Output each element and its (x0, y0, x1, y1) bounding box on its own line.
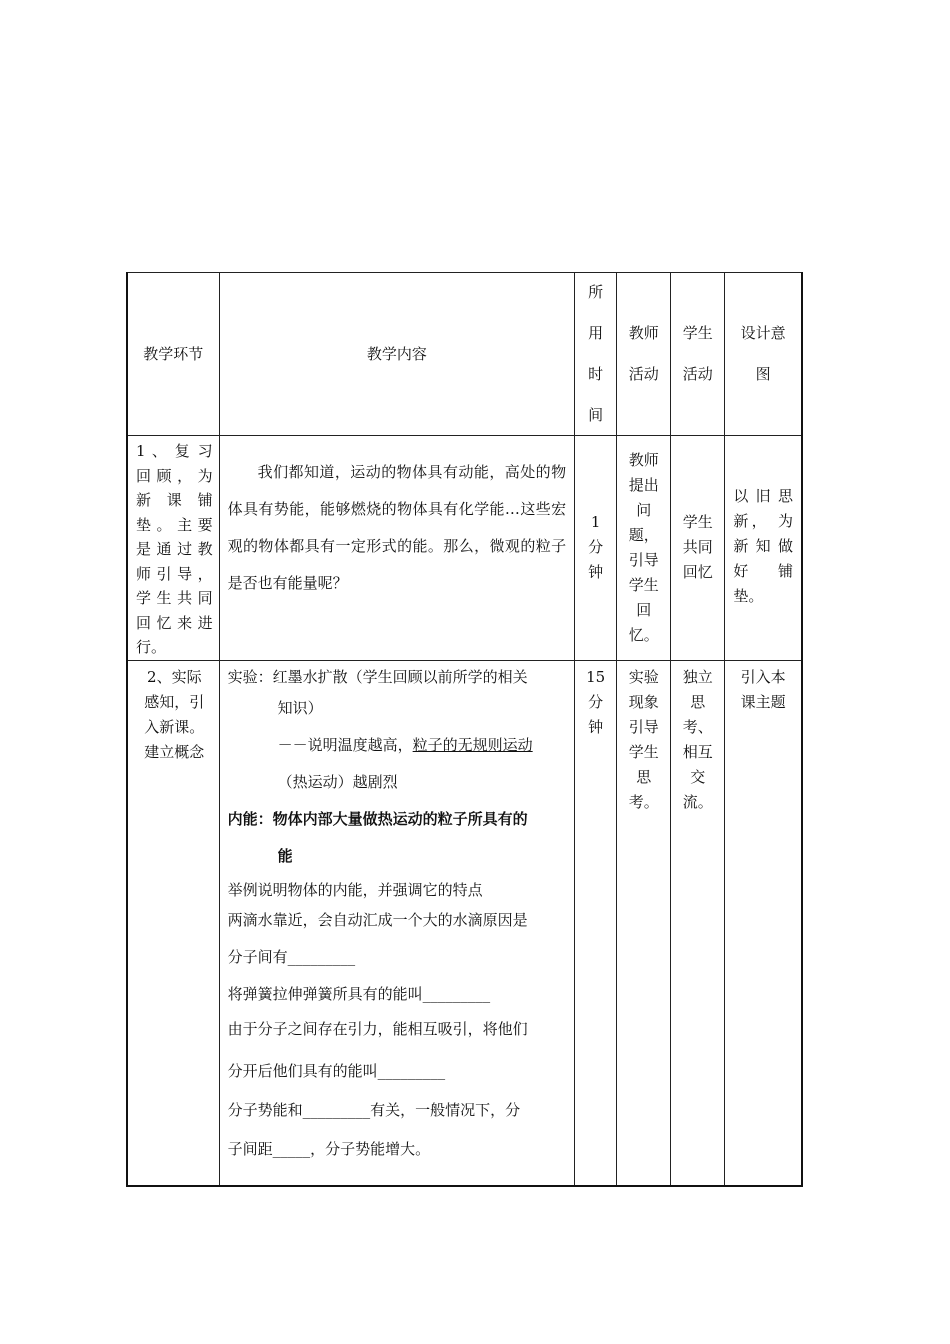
review-teacher-line: 提出 (628, 476, 659, 494)
review-teacher-line: 忆。 (628, 626, 659, 644)
concept-student-line: 相互 (682, 742, 713, 761)
conclusion-underlined: 粒子的无规则运动 (412, 735, 533, 754)
review-time-line: 1 (590, 513, 601, 531)
header-time-char: 间 (588, 406, 604, 424)
header-teacher (617, 273, 671, 436)
header-content (219, 273, 575, 436)
review-design-line: 好 铺 (733, 562, 793, 580)
concept-student-line: 考、 (682, 717, 713, 736)
review-stage-cell (127, 436, 219, 661)
concept-time-cell (575, 660, 617, 1186)
distance-question-line-cont: 子间距_____，分子势能增大。 (227, 1139, 431, 1158)
review-content-cell (219, 436, 575, 661)
review-design-line: 垫。 (733, 587, 764, 605)
row-review (127, 436, 802, 661)
review-time-cell (575, 436, 617, 661)
header-row (127, 273, 802, 436)
review-stage-line: 新 课 铺 (136, 491, 213, 509)
spring-question-line: 将弹簧拉伸弹簧所具有的能叫_________ (227, 984, 491, 1003)
concept-stage-line: 入新课。 (144, 717, 205, 736)
review-teacher-line: 回 (636, 601, 652, 619)
header-time-char: 时 (588, 365, 604, 383)
review-student-line: 回忆 (682, 563, 713, 581)
concept-student-cell (671, 660, 725, 1186)
review-design-line: 新， 为 (733, 512, 793, 530)
lesson-plan-table (126, 272, 803, 1187)
internal-energy-definition: 内能：物体内部大量做热运动的粒子所具有的 (227, 809, 528, 828)
concept-teacher-line: 思 (636, 767, 652, 786)
review-teacher-line: 题， (628, 526, 659, 544)
concept-stage-line: 感知，引 (144, 692, 205, 711)
header-design-line: 设计意 (740, 324, 786, 342)
header-student (671, 273, 725, 436)
review-teacher-line: 引导 (628, 551, 659, 569)
header-time-char: 用 (588, 324, 604, 342)
review-design-line: 以 旧 思 (733, 487, 793, 505)
review-student-cell (671, 436, 725, 661)
header-student-line: 学生 (682, 324, 713, 342)
concept-time-line: 分 (588, 692, 604, 711)
review-stage-line: 垫。主要 (136, 515, 213, 534)
concept-student-line: 思 (690, 692, 706, 711)
concept-stage-line: 建立概念 (144, 742, 205, 761)
concept-time-line: 15 (586, 667, 606, 686)
header-teacher-line: 活动 (628, 365, 659, 383)
header-time (575, 273, 617, 436)
concept-student-line: 独立 (682, 667, 713, 686)
review-teacher-line: 教师 (628, 451, 659, 469)
potential-question-line: 由于分子之间存在引力，能相互吸引，将他们 (227, 1019, 528, 1038)
review-design-cell (725, 436, 802, 661)
concept-teacher-line: 引导 (628, 717, 659, 736)
review-stage-line: 回 顾 ， 为 (136, 466, 213, 485)
concept-design-line: 引入本 (740, 667, 786, 686)
review-teacher-line: 问 (636, 501, 652, 519)
question-blank-line: 分子间有_________ (227, 947, 356, 966)
review-stage-line: 行。 (136, 638, 167, 656)
concept-teacher-cell (617, 660, 671, 1186)
review-stage-line: 回忆来进 (136, 613, 213, 632)
experiment-line: 实验：红墨水扩散（学生回顾以前所学的相关 (227, 667, 528, 686)
review-stage-line: 师引导， (136, 564, 213, 583)
concept-content-cell (219, 660, 575, 1186)
header-stage (127, 273, 219, 436)
review-stage-line: 学生共同 (136, 589, 213, 607)
conclusion-line (228, 727, 569, 764)
header-stage-label: 教学环节 (143, 344, 204, 363)
concept-teacher-line: 实验 (628, 667, 659, 686)
header-content-label: 教学内容 (366, 344, 427, 363)
header-teacher-line: 教师 (628, 324, 659, 342)
concept-stage-line: 2、实际 (147, 667, 202, 686)
header-time-char: 所 (588, 283, 604, 301)
review-stage-line: 是通过教 (136, 540, 213, 558)
conclusion-line-cont: （热运动）越剧烈 (277, 772, 398, 791)
concept-teacher-line: 考。 (628, 792, 659, 811)
review-time-line: 钟 (588, 563, 604, 581)
experiment-line-cont: 知识） (277, 698, 323, 717)
potential-question-line-cont: 分开后他们具有的能叫_________ (227, 1061, 446, 1080)
review-teacher-line: 学生 (628, 576, 659, 594)
header-design-line: 图 (755, 365, 771, 383)
question-line: 两滴水靠近，会自动汇成一个大的水滴原因是 (227, 910, 528, 929)
concept-teacher-line: 学生 (628, 742, 659, 761)
row-concept (127, 660, 802, 1186)
header-student-line: 活动 (682, 365, 713, 383)
concept-design-line: 课主题 (740, 692, 786, 711)
review-stage-line: 1 、 复 习 (136, 442, 213, 460)
internal-energy-definition-cont: 能 (277, 846, 293, 865)
review-design-line: 新 知 做 (733, 537, 793, 555)
example-line: 举例说明物体的内能，并强调它的特点 (227, 880, 483, 899)
review-time-line: 分 (588, 538, 604, 556)
concept-student-line: 流。 (682, 792, 713, 811)
concept-design-cell (725, 660, 802, 1186)
concept-time-line: 钟 (588, 717, 604, 736)
concept-student-line: 交 (690, 767, 706, 786)
review-student-line: 共同 (682, 538, 713, 556)
conclusion-prefix: －－说明温度越高， (277, 735, 413, 754)
concept-stage-cell (127, 660, 219, 1186)
concept-teacher-line: 现象 (628, 692, 659, 711)
distance-question-line: 分子势能和_________有关，一般情况下，分 (227, 1100, 521, 1119)
review-teacher-cell (617, 436, 671, 661)
review-content-text: 我们都知道，运动的物体具有动能，高处的物体具有势能，能够燃烧的物体具有化学能…这些宏观的物体都具有一定形式的能。那么，微观的粒子是否也有能量呢？ (227, 463, 567, 592)
review-student-line: 学生 (682, 513, 713, 531)
header-design (725, 273, 802, 436)
